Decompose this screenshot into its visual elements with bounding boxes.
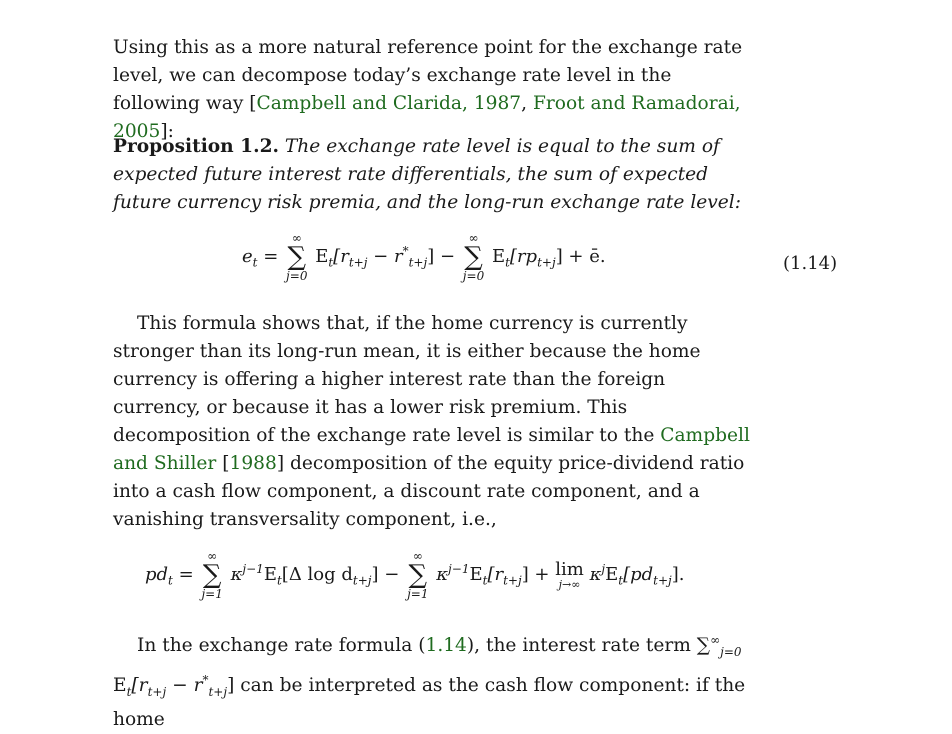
proposition-label: Proposition 1.2. (113, 136, 279, 157)
equation-number: (1.14) (783, 253, 838, 274)
eq1-sum-2 (463, 232, 484, 282)
eq2-term3-sub: t+j (653, 573, 672, 588)
eq2-lim-sub: j→∞ (558, 577, 581, 591)
eq2-term1-sub: t+j (352, 573, 372, 588)
eq2-sum2-top: ∞ (412, 549, 423, 563)
eq2-term2: [r (487, 564, 504, 585)
eq1-lhs: e (242, 246, 253, 267)
intro-text-end: ]: (160, 121, 174, 142)
intro-text: Using this as a more natural reference point for the exchange rate level, we can decompose today’s exchange rate level in the following way [ (113, 37, 743, 114)
interp-expectation: E (113, 675, 127, 697)
eq2-term3-close: ]. (671, 564, 685, 585)
eq1-sum1-bottom: j=0 (286, 269, 308, 283)
interp-r: [r (131, 675, 148, 697)
interp-text-end: ] can be interpreted as the cash flow component: if the home (113, 675, 746, 730)
equation-ref-1-14[interactable]: 1.14 (425, 635, 467, 657)
eq1-rstar: r (393, 246, 403, 267)
eq2-kappa-sup: j−1 (242, 562, 264, 576)
eq2-sum1-bottom: j=1 (201, 587, 223, 601)
eq2-kappa: κ (230, 564, 243, 585)
sigma-icon: ∑ (464, 242, 483, 272)
eq2-limit (555, 558, 584, 591)
eq1-sum1-top: ∞ (291, 231, 302, 245)
paragraph-intro (113, 34, 753, 146)
paragraph-discussion (113, 310, 753, 534)
eq1-expectation-2: E (491, 246, 506, 267)
eq2-term2-sub: t+j (503, 573, 522, 588)
eq1-minus-2: − (439, 246, 456, 267)
sigma-icon: ∑ (202, 560, 222, 590)
eq2-term2-close: ] + (521, 564, 550, 585)
proposition (113, 133, 753, 217)
eq2-equals: = (178, 564, 194, 585)
eq1-term1-sub: t+j (348, 255, 368, 270)
eq1-term2-close: ] + ē. (555, 246, 606, 267)
eq1-term2: [rp (509, 246, 538, 267)
eq2-term1-close: ] − (371, 564, 400, 585)
citation-year-1988[interactable]: 1988 (229, 453, 277, 474)
eq2-expectation-3: E (605, 564, 619, 585)
eq2-term1: [Δ log d (281, 564, 353, 585)
eq2-sum1-top: ∞ (207, 549, 218, 563)
paragraph-interpretation: In the exchange rate formula (1.14), the interest rate term $\sum^\infty_{j=0}$ $E_t[r_{t+j} - r^*_{t+j}]$ can be interpreted as the cash flow component: if the home (113, 633, 746, 730)
citation-campbell-shiller[interactable]: Campbell and Shiller (113, 425, 750, 474)
eq2-sum-1 (201, 550, 222, 600)
interp-sum-sup: ∞ (710, 633, 721, 647)
eq1-equals: = (263, 246, 279, 267)
citation-froot-ramadorai[interactable]: Froot and Ramadorai, 2005 (113, 93, 741, 142)
eq1-term1: [r (333, 246, 349, 267)
eq1-rstar-sub: t+j (408, 255, 428, 270)
eq2-kappa-sup-2: j−1 (448, 562, 470, 576)
eq1-sum2-bottom: j=0 (462, 269, 485, 283)
equation-price-dividend: $pd_t$ = ∞ ∑ j=1 $\kappa^{j-1}E_t[\Delta$ $\log d_{t+j}$] − ∞ ∑ j=1 $\kappa^{j-1}E_t[r_{t+j}]$ + lim j→∞ $\kappa^jE_t[pd_{t+j}]$. (145, 549, 685, 601)
interp-rstar: − r (166, 675, 203, 697)
discussion-bracket-open: [ (216, 453, 230, 474)
eq1-sum2-top: ∞ (468, 231, 479, 245)
citation-campbell-clarida[interactable]: Campbell and Clarida, 1987 (256, 93, 522, 114)
interp-sum-sub: j=0 (720, 644, 742, 659)
eq2-term3: [pd (623, 564, 654, 585)
eq2-expectation-2: E (469, 564, 483, 585)
sigma-icon: ∑ (408, 560, 428, 590)
eq2-kappa2-sup: j (601, 562, 606, 576)
interp-text-sum: ), the interest rate term ∑ (466, 635, 711, 657)
eq1-sum-1 (286, 232, 307, 282)
eq2-lim-label: lim (555, 558, 584, 580)
discussion-text-end: ] decomposition of the equity price-dividend ratio into a cash flow component, a discount rate component, and a vanishing transversality component, i.e., (113, 453, 745, 530)
eq2-sum2-bottom: j=1 (407, 587, 429, 601)
eq1-minus: − (373, 246, 389, 267)
eq2-kappa-3: κ (589, 564, 602, 585)
eq1-close: ] (427, 246, 435, 267)
citation-separator: , (521, 93, 533, 114)
eq1-lhs-sub: t (252, 255, 258, 270)
eq2-lhs-sub: t (168, 573, 173, 588)
eq2-kappa-2: κ (436, 564, 449, 585)
eq2-expectation-1: E (263, 564, 277, 585)
interp-text: In the exchange rate formula ( (137, 635, 426, 657)
eq1-term2-sub: t+j (537, 255, 556, 270)
sigma-icon: ∑ (287, 242, 307, 272)
proposition-text: The exchange rate level is equal to the sum of expected future interest rate differentials, the sum of expected future currency risk premia, and the long-run exchange rate level: (113, 136, 741, 213)
equation-exchange-rate: $e_t$ = ∞ ∑ j=0 $E_t[r_{t+j} - r^*_{t+j}]$ − ∞ ∑ j=0 $E_t[rp_{t+j}]$ + ē. (242, 231, 606, 283)
discussion-text: This formula shows that, if the home currency is currently stronger than its long-run mean, it is either because the home currency is offering a higher interest rate than the foreign currency, or because it has a lower risk premium. This decomposition of the exchange rate level is similar to the (113, 313, 701, 446)
eq1-expectation-1: E (315, 246, 329, 267)
eq2-lhs: pd (145, 564, 169, 585)
eq2-sum-2 (407, 550, 428, 600)
eq1-rstar-sup: * (402, 244, 409, 258)
